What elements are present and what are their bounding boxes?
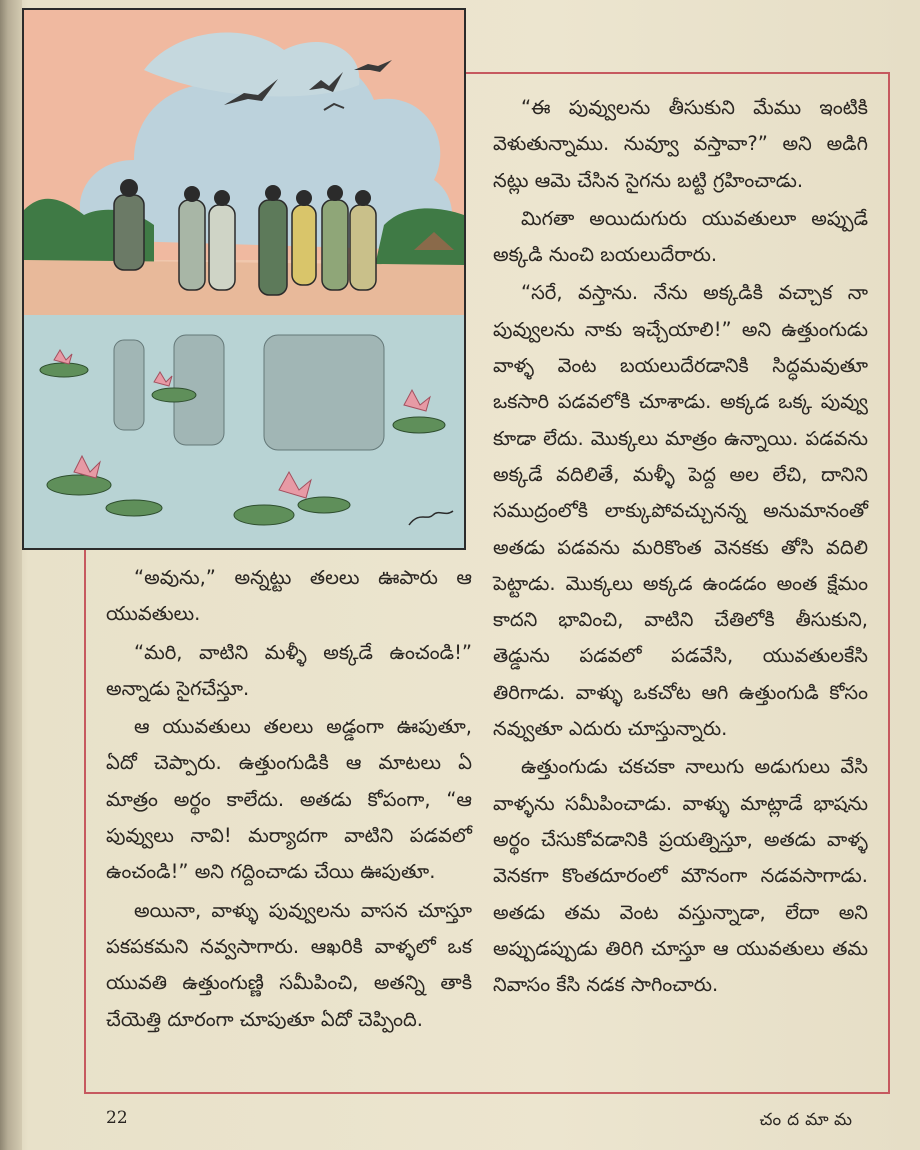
right-text-column: [493, 90, 868, 1003]
right-paragraph-2: మిగతా అయిదుగురు యువతులూ అప్పుడే అక్కడి నుంచి బయలుదేరారు.: [493, 206, 868, 267]
right-paragraph-3: “సరే, వస్తాను. నేను అక్కడికి వచ్చాక నా పువ్వులను నాకు ఇచ్చేయాలి!” అని ఉత్తుంగుడు వాళ్ళ వెంట బయలుదేరడానికి సిద్ధమవుతూ ఒకసారి పడవలోకి చూశాడు. అక్కడ ఒక్క పువ్వు కూడా లేదు. మొక్కలు మాత్రం ఉన్నాయి. పడవను అక్కడే వదిలితే, మళ్ళీ పెద్ద అల లేచి, దానిని సముద్రంలోకి లాక్కుపోవచ్చునన్న అనుమానంతో అతడు పడవను మరికొంత వెనకకు తోసి వదిలి పెట్టాడు. మొక్కలు అక్కడ ఉండడం అంత క్షేమం కాదని భావించి, వాటిని చేతిలోకి తీసుకుని, తెడ్డును పడవలో పడవేసి, యువతులకేసి తిరిగాడు. వాళ్ళు ఒకచోట ఆగి ఉత్తుంగుడి కోసం నవ్వుతూ ఎదురు చూస్తున్నారు.: [493, 281, 868, 741]
left-paragraph-4: అయినా, వాళ్ళు పువ్వులను వాసన చూస్తూ పకపకమని నవ్వసాగారు. ఆఖరికి వాళ్ళలో ఒక యువతి ఉత్తుంగుణ్ణి సమీపించి, అతన్ని తాకి చేయెత్తి దూరంగా చూపుతూ ఏదో చెప్పింది.: [106, 898, 472, 1031]
left-paragraph-2: “మరి, వాటిని మళ్ళీ అక్కడే ఉంచండి!” అన్నాడు సైగచేస్తూ.: [106, 640, 472, 700]
left-text-column: [106, 560, 472, 1038]
illustration-art: [24, 10, 464, 548]
right-paragraph-1: “ఈ పువ్వులను తీసుకుని మేము ఇంటికి వెళుతున్నాము. నువ్వూ వస్తావా?” అని అడిగి నట్లు ఆమె చేసిన సైగను బట్టి గ్రహించాడు.: [493, 96, 868, 192]
left-paragraph-3: ఆ యువతులు తలలు అడ్డంగా ఊపుతూ, ఏదో చెప్పారు. ఉత్తుంగుడికి ఆ మాటలు ఏ మాత్రం అర్థం కాలేదు. అతడు కోపంగా, “ఆ పువ్వులు నావి! మర్యాదగా వాటిని పడవలో ఉంచండి!” అని గద్దించాడు చేయి ఊపుతూ.: [106, 715, 472, 884]
left-paragraph-1: “అవును,” అన్నట్టు తలలు ఊపారు ఆ యువతులు.: [106, 566, 472, 626]
page-binding: [0, 0, 22, 1150]
magazine-title: చందమామ: [759, 1110, 858, 1130]
right-paragraph-4: ఉత్తుంగుడు చకచకా నాలుగు అడుగులు వేసి వాళ్ళను సమీపించాడు. వాళ్ళు మాట్లాడే భాషను అర్థం చేసుకోవడానికి ప్రయత్నిస్తూ, అతడు వాళ్ళ వెనకగా కొంతదూరంలో మౌనంగా నడవసాగాడు. అతడు తమ వెంట వస్తున్నాడా, లేదా అని అప్పుడప్పుడు తిరిగి చూస్తూ ఆ యువతులు తమ నివాసం కేసి నడక సాగించారు.: [493, 755, 868, 997]
story-illustration: [22, 8, 466, 550]
page-number: 22: [106, 1108, 128, 1128]
